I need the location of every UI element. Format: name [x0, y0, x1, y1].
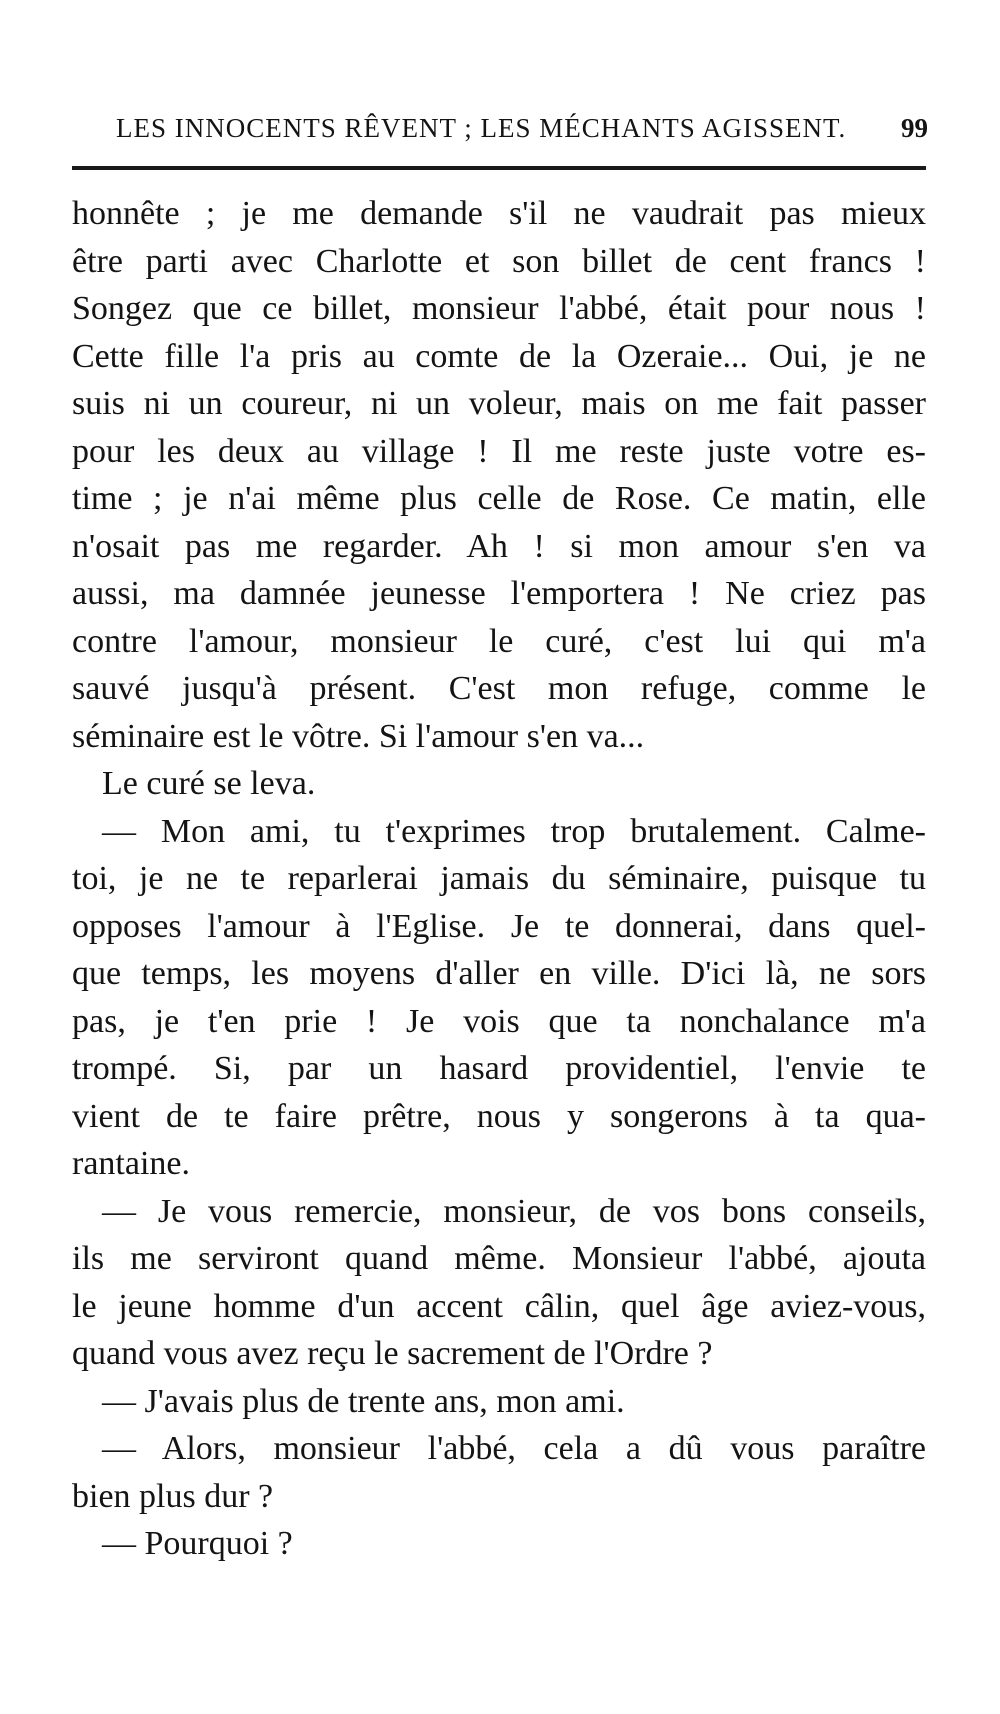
text-line: — Je vous remercie, monsieur, de vos bons conseils, [102, 1192, 926, 1230]
text-line: être parti avec Charlotte et son billet de cent francs ! [72, 242, 926, 280]
page-header [70, 113, 928, 153]
text-line: n'osait pas me regarder. Ah ! si mon amour s'en va [72, 527, 926, 565]
text-line: Cette fille l'a pris au comte de la Ozeraie... Oui, je ne [72, 337, 926, 375]
text-line: Le curé se leva. [102, 765, 316, 802]
text-line: suis ni un coureur, ni un voleur, mais on me fait passer [72, 385, 926, 422]
text-line: pour les deux au village ! Il me reste juste votre es- [72, 432, 926, 470]
text-line: toi, je ne te reparlerai jamais du séminaire, puisque tu [72, 860, 926, 897]
text-line: quand vous avez reçu le sacrement de l'Ordre ? [72, 1335, 713, 1372]
text-line: — Mon ami, tu t'exprimes trop brutalement. Calme- [102, 812, 926, 850]
text-line: — Pourquoi ? [102, 1525, 293, 1562]
text-line: séminaire est le vôtre. Si l'amour s'en va... [72, 717, 645, 755]
text-line: le jeune homme d'un accent câlin, quel âge aviez-vous, [72, 1287, 926, 1325]
text-line: honnête ; je me demande s'il ne vaudrait pas mieux [72, 195, 926, 232]
text-line: Songez que ce billet, monsieur l'abbé, était pour nous ! [72, 290, 926, 327]
text-line: pas, je t'en prie ! Je vois que ta nonchalance m'a [72, 1002, 926, 1040]
text-line: contre l'amour, monsieur le curé, c'est lui qui m'a [72, 622, 926, 660]
page-number: 99 [901, 113, 928, 143]
text-line: aussi, ma damnée jeunesse l'emportera ! Ne criez pas [72, 575, 926, 612]
text-line: — Alors, monsieur l'abbé, cela a dû vous paraître [102, 1430, 926, 1467]
text-line: opposes l'amour à l'Eglise. Je te donnerai, dans quel- [72, 907, 926, 945]
header-rule [72, 166, 926, 170]
text-line: bien plus dur ? [72, 1477, 274, 1515]
text-line: time ; je n'ai même plus celle de Rose. Ce matin, elle [72, 480, 926, 517]
text-line: que temps, les moyens d'aller en ville. D'ici là, ne sors [72, 955, 926, 992]
running-title: LES INNOCENTS RÊVENT ; LES MÉCHANTS AGISSENT. [116, 113, 847, 143]
text-line: rantaine. [72, 1145, 190, 1182]
body-text [72, 190, 926, 1568]
text-line: — J'avais plus de trente ans, mon ami. [102, 1382, 625, 1420]
text-line: ils me serviront quand même. Monsieur l'abbé, ajouta [72, 1240, 926, 1277]
text-line: trompé. Si, par un hasard providentiel, l'envie te [72, 1050, 926, 1087]
text-line: vient de te faire prêtre, nous y songerons à ta qua- [72, 1097, 926, 1135]
text-line: sauvé jusqu'à présent. C'est mon refuge, comme le [72, 670, 926, 707]
